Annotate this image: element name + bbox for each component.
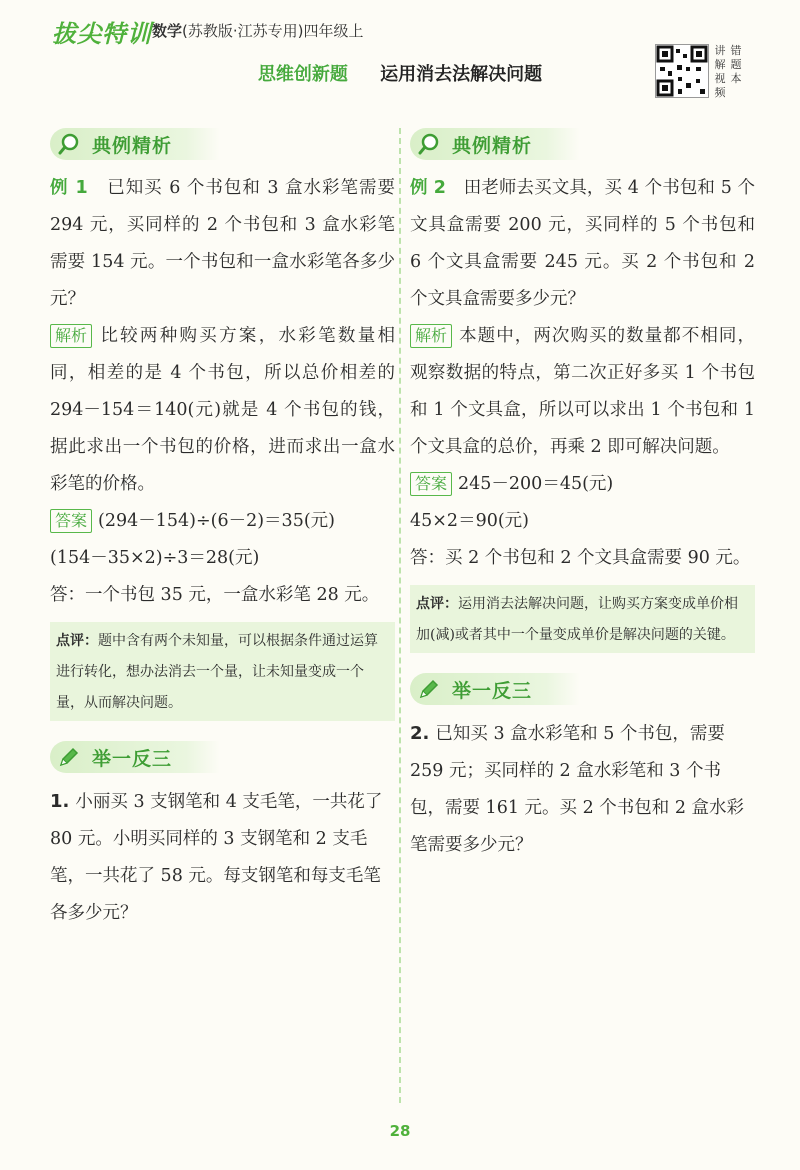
practice-number: 2. (410, 723, 430, 744)
comment-tag: 点评： (56, 633, 98, 649)
analysis-text: 本题中，两次购买的数量都不相同，观察数据的特点，第二次正好多买 1 个书包和 1 个文具盒，所以可以求出 1 个书包和 1 个文具盒的总价，再乘 2 即可解决问题。 (410, 326, 755, 457)
subject-bold: 数学 (152, 22, 183, 40)
section-head-example (410, 128, 580, 160)
left-column (50, 128, 395, 932)
answer-tag: 答案 (50, 509, 92, 533)
section-title: 思维创新题 (257, 64, 348, 85)
section-label: 典例精析 (452, 134, 533, 157)
subject-rest: (苏教版·江苏专用)四年级上 (182, 22, 364, 40)
comment-text: 题中含有两个未知量，可以根据条件通过运算进行转化，想办法消去一个量，让未知量变成一个量，从而解决问题。 (56, 633, 378, 711)
analysis-1 (50, 318, 395, 503)
topic-title: 运用消去法解决问题 (380, 64, 543, 85)
qr-code-icon[interactable] (655, 44, 709, 98)
column-divider (399, 128, 401, 1103)
qr-label: 讲 错 解 题 视 本 频 (714, 44, 742, 99)
answer-line-2: (154－35×2)÷3＝28(元) (50, 548, 260, 568)
answer-line-3: 答：买 2 个书包和 2 个文具盒需要 90 元。 (410, 548, 751, 568)
answer-line-1: (294－154)÷(6－2)＝35(元) (98, 511, 335, 531)
practice-number: 1. (50, 791, 70, 812)
analysis-tag: 解析 (410, 324, 452, 348)
page-header (0, 0, 800, 110)
section-head-practice (410, 673, 580, 705)
practice-text: 已知买 3 盒水彩笔和 5 个书包，需要 259 元；买同样的 2 盒水彩笔和 3 个书包，需要 161 元。买 2 个书包和 2 盒水彩笔需要多少元？ (410, 724, 745, 855)
subject-line (152, 20, 364, 41)
comment-tag: 点评： (416, 596, 458, 612)
answer-line-1: 245－200＝45(元) (458, 474, 614, 494)
comment-box-2 (410, 585, 755, 653)
page-number: 28 (389, 1122, 411, 1140)
comment-text: 运用消去法解决问题，让购买方案变成单价相加(减)或者其中一个量变成单价是解决问题的关键。 (416, 596, 738, 643)
example-1 (50, 170, 395, 318)
magnifier-icon (416, 131, 442, 157)
right-column (410, 128, 755, 864)
example-text: 田老师去买文具，买 4 个书包和 5 个文具盒需要 200 元，买同样的 5 个书包和 6 个文具盒需要 245 元。买 2 个书包和 2 个文具盒需要多少元？ (410, 178, 755, 309)
practice-2 (410, 715, 755, 864)
example-tag: 例 2 (410, 178, 446, 198)
pencil-icon (56, 744, 82, 770)
comment-box-1 (50, 622, 395, 721)
analysis-tag: 解析 (50, 324, 92, 348)
section-label: 举一反三 (92, 747, 173, 770)
answer-1 (50, 503, 395, 614)
analysis-text: 比较两种购买方案，水彩笔数量相同，相差的是 4 个书包，所以总价相差的 294－154＝140(元)就是 4 个书包的钱，据此求出一个书包的价格，进而求出一盒水彩笔的价格。 (50, 326, 395, 494)
analysis-2 (410, 318, 755, 466)
answer-tag: 答案 (410, 472, 452, 496)
section-label: 举一反三 (452, 679, 533, 702)
section-label: 典例精析 (92, 134, 173, 157)
section-head-example (50, 128, 220, 160)
answer-line-3: 答：一个书包 35 元，一盒水彩笔 28 元。 (50, 585, 380, 605)
section-head-practice (50, 741, 220, 773)
pencil-icon (416, 676, 442, 702)
brand-logo: 拔尖特训 (52, 20, 152, 48)
example-text: 已知买 6 个书包和 3 盒水彩笔需要 294 元，买同样的 2 个书包和 3 盒水彩笔需要 154 元。一个书包和一盒水彩笔各多少元？ (50, 178, 395, 309)
practice-1 (50, 783, 395, 932)
practice-text: 小丽买 3 支钢笔和 4 支毛笔，一共花了 80 元。小明买同样的 3 支钢笔和 2 支毛笔，一共花了 58 元。每支钢笔和每支毛笔各多少元？ (50, 792, 383, 923)
answer-line-2: 45×2＝90(元) (410, 511, 529, 531)
magnifier-icon (56, 131, 82, 157)
answer-2 (410, 466, 755, 577)
example-2 (410, 170, 755, 318)
example-tag: 例 1 (50, 178, 88, 198)
